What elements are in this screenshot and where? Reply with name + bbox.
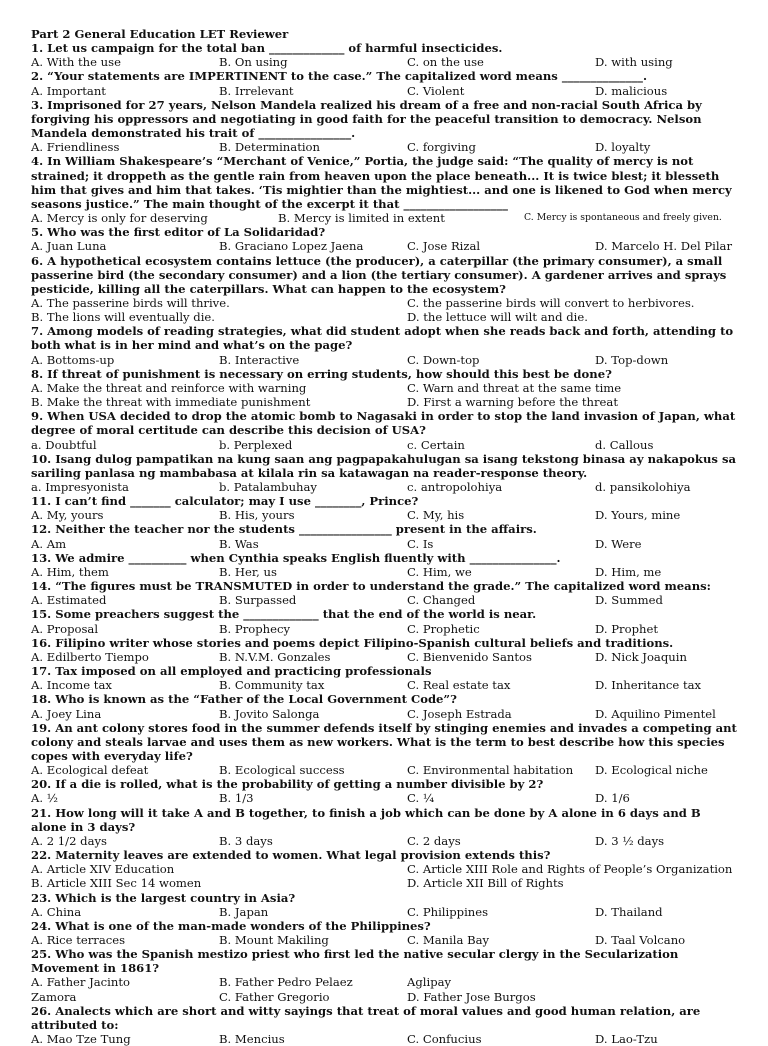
answer-choice: a. Doubtful — [31, 437, 97, 452]
answer-choice: D. loyalty — [595, 140, 651, 155]
answer-choice: B. Interactive — [219, 352, 300, 367]
answer-choice: C. Environmental habitation — [407, 763, 574, 778]
question-block — [31, 522, 738, 550]
question-block — [31, 69, 738, 97]
choice-row — [31, 905, 738, 919]
question-text: 11. I can’t find _______ calculator; may I use ________, Prince? — [31, 494, 419, 509]
question-text: 6. A hypothetical ecosystem contains lettuce (the producer), a caterpillar (the primary consumer), a small passerine bird (the secondary consumer) and a lion (the tertiary consumer). A gardener arrives and sprays pesticide, killing all the caterpillars. What can happen to the ecosystem? — [31, 253, 727, 296]
answer-choice: B. Article XIII Sec 14 women — [31, 876, 202, 891]
question-text: 20. If a die is rolled, what is the probability of getting a number divisible by 2? — [31, 777, 544, 792]
answer-choice: C. Father Gregorio — [219, 989, 330, 1004]
answer-choice: D. Taal Volcano — [595, 933, 686, 947]
question-block — [31, 154, 738, 225]
question-block — [31, 806, 738, 848]
answer-choice: C. Changed — [407, 593, 476, 608]
choice-row — [31, 438, 738, 452]
question-text: 24. What is one of the man-made wonders of the Philippines? — [31, 918, 431, 933]
answer-choice: D. Thailand — [595, 904, 663, 919]
answer-choice: A. 2 1/2 days — [31, 833, 107, 848]
answer-choice: B. The lions will eventually die. — [31, 310, 215, 325]
answer-choice: D. malicious — [595, 83, 668, 98]
choice-row — [31, 791, 738, 805]
answer-choice: c. Certain — [407, 437, 465, 452]
choice-row — [31, 537, 738, 551]
answer-choice: D. First a warning before the threat — [407, 395, 618, 410]
answer-choice: C. Jose Rizal — [407, 239, 481, 254]
document-title: Part 2 General Education LET Reviewer — [31, 27, 289, 41]
answer-choice: A. China — [31, 904, 82, 919]
question-block — [31, 777, 738, 805]
question-text: 16. Filipino writer whose stories and poems depict Filipino-Spanish cultural beliefs and traditions. — [31, 635, 674, 650]
answer-choice: A. Estimated — [31, 593, 107, 608]
answer-choice: b. Perplexed — [219, 437, 293, 452]
choice-row — [31, 565, 738, 579]
question-block — [31, 324, 738, 366]
choice-row — [31, 1032, 738, 1046]
answer-choice: D. Prophet — [595, 621, 658, 636]
answer-choice: c. antropolohiya — [407, 480, 503, 494]
choice-row — [31, 310, 738, 324]
choice-row — [31, 508, 738, 522]
question-text: 25. Who was the Spanish mestizo priest who first led the native secular clergy in the Secularization Movement in 1861? — [31, 947, 679, 976]
question-text: 14. “The figures must be TRANSMUTED in order to understand the grade.” The capitalized word means: — [31, 579, 711, 594]
answer-choice: A. Mao Tze Tung — [31, 1032, 131, 1046]
question-block — [31, 551, 738, 579]
answer-choice: C. Mercy is spontaneous and freely given. — [524, 212, 722, 224]
question-block — [31, 664, 738, 692]
question-list — [31, 41, 738, 1046]
answer-choice: D. 1/6 — [595, 791, 630, 806]
question-block — [31, 452, 738, 494]
question-block — [31, 494, 738, 522]
question-text: 9. When USA decided to drop the atomic bomb to Nagasaki in order to stop the land invasion of Japan, what degree of moral certitude can describe this decision of USA? — [31, 409, 736, 438]
choice-row — [31, 353, 738, 367]
answer-choice: D. Lao-Tzu — [595, 1032, 658, 1046]
answer-choice — [595, 990, 735, 1004]
answer-choice: B. Community tax — [219, 678, 325, 693]
question-block — [31, 409, 738, 451]
answer-choice: D. Nick Joaquin — [595, 649, 687, 664]
question-text: 4. In William Shakespeare’s “Merchant of Venice,” Portia, the judge said: “The quality of mercy is not strained; it droppeth as the gentle rain from heaven upon the place beneath... It is twice blest; it blesseth him that gives and him that takes. ‘Tis mightier than the mightiest... and one is likened to God when mercy seasons justice.” The main thought of the excerpt it that __________________ — [31, 154, 732, 211]
answer-choice: D. Aquilino Pimentel — [595, 706, 716, 721]
choice-row — [31, 933, 738, 947]
answer-choice: C. the passerine birds will convert to herbivores. — [407, 295, 695, 310]
answer-choice: A. Important — [31, 83, 106, 98]
question-block — [31, 225, 738, 253]
answer-choice: d. Callous — [595, 437, 654, 452]
choice-row — [31, 593, 738, 607]
choice-row — [31, 480, 738, 494]
answer-choice: D. Were — [595, 536, 642, 551]
answer-choice: B. 3 days — [219, 833, 273, 848]
answer-choice: d. pansikolohiya — [595, 480, 691, 494]
question-block — [31, 98, 738, 155]
answer-choice: C. Warn and threat at the same time — [407, 380, 622, 395]
choice-row — [31, 763, 738, 777]
answer-choice: C. forgiving — [407, 140, 476, 155]
choice-row — [31, 876, 738, 890]
answer-choice: B. Mount Makiling — [219, 933, 329, 947]
answer-choice: B. His, yours — [219, 508, 295, 523]
answer-choice: A. ½ — [31, 791, 58, 806]
answer-choice: B. N.V.M. Gonzales — [219, 649, 331, 664]
choice-row — [31, 990, 738, 1004]
choice-row — [31, 622, 738, 636]
answer-choice: C. My, his — [407, 508, 465, 523]
question-text: 3. Imprisoned for 27 years, Nelson Mandela realized his dream of a free and non-racial South Africa by forgiving his oppressors and negotiating in good faith for the peaceful transition to democracy. Nelson Mandela demonstrated his trait of ________________. — [31, 97, 702, 141]
answer-choice: B. Was — [219, 536, 259, 551]
question-text: 21. How long will it take A and B together, to finish a job which can be done by A alone in 6 days and B alone in 3 days? — [31, 805, 701, 834]
answer-choice: A. Income tax — [31, 678, 112, 693]
choice-row — [31, 55, 738, 69]
answer-choice: a. Impresyonista — [31, 480, 129, 494]
answer-choice: A. My, yours — [31, 508, 104, 523]
answer-choice: A. Him, them — [31, 564, 109, 579]
answer-choice: D. Yours, mine — [595, 508, 681, 523]
question-text: 1. Let us campaign for the total ban _____________ of harmful insecticides. — [31, 41, 503, 56]
answer-choice: Zamora — [31, 989, 77, 1004]
question-block — [31, 919, 738, 947]
choice-row — [31, 140, 738, 154]
question-text: 13. We admire __________ when Cynthia speaks English fluently with _______________. — [31, 550, 561, 565]
question-text: 23. Which is the largest country in Asia? — [31, 890, 296, 905]
choice-row — [31, 707, 738, 721]
answer-choice: D. with using — [595, 55, 673, 70]
question-block — [31, 254, 738, 325]
answer-choice: C. Confucius — [407, 1032, 482, 1046]
answer-choice: D. Inheritance tax — [595, 678, 702, 693]
answer-choice: A. Edilberto Tiempo — [31, 649, 149, 664]
answer-choice: A. Ecological defeat — [31, 763, 149, 778]
answer-choice: A. Rice terraces — [31, 933, 126, 947]
choice-row — [31, 395, 738, 409]
answer-choice: A. Friendliness — [31, 140, 120, 155]
question-block — [31, 579, 738, 607]
question-block — [31, 891, 738, 919]
question-text: 5. Who was the first editor of La Solidaridad? — [31, 225, 326, 240]
question-text: 19. An ant colony stores food in the summer defends itself by stinging enemies and invades a competing ant colony and steals larvae and uses them as new workers. What is the term to best describe how this species copes with everyday life? — [31, 720, 737, 763]
question-text: 12. Neither the teacher nor the students ________________ present in the affairs. — [31, 522, 537, 537]
question-block — [31, 848, 738, 890]
answer-choice: C. Bienvenido Santos — [407, 649, 532, 664]
answer-choice: D. 3 ½ days — [595, 833, 665, 848]
answer-choice: C. Prophetic — [407, 621, 480, 636]
answer-choice: B. Make the threat with immediate punishment — [31, 395, 311, 410]
answer-choice: A. Am — [31, 536, 67, 551]
choice-row — [31, 239, 738, 253]
choice-row — [31, 381, 738, 395]
answer-choice: B. Irrelevant — [219, 83, 294, 98]
answer-choice: A. With the use — [31, 55, 121, 70]
choice-row — [31, 862, 738, 876]
answer-choice: B. Graciano Lopez Jaena — [219, 239, 364, 254]
question-block — [31, 1004, 738, 1046]
answer-choice: C. Is — [407, 536, 434, 551]
answer-choice: C. Violent — [407, 83, 465, 98]
answer-choice: A. Bottoms-up — [31, 352, 115, 367]
choice-row — [31, 84, 738, 98]
answer-choice: B. Mencius — [219, 1032, 285, 1046]
answer-choice: B. Jovito Salonga — [219, 706, 320, 721]
answer-choice: D. Marcelo H. Del Pilar — [595, 239, 733, 254]
answer-choice: C. ¼ — [407, 791, 435, 806]
answer-choice: D. Him, me — [595, 564, 662, 579]
answer-choice: C. Joseph Estrada — [407, 706, 512, 721]
question-text: 7. Among models of reading strategies, what did student adopt when she reads back and forth, attending to both what is in her mind and what’s on the page? — [31, 324, 734, 353]
question-text: 8. If threat of punishment is necessary on erring students, how should this best be done? — [31, 366, 612, 381]
question-text: 10. Isang dulog pampatikan na kung saan ang pagpapakahulugan sa isang tekstong binasa ay nakapokus sa sariling panlasa ng mambabasa at kilala rin sa katawagan na reader-response theory. — [31, 451, 736, 480]
question-block — [31, 41, 738, 69]
question-block — [31, 636, 738, 664]
answer-choice: A. Father Jacinto — [31, 975, 130, 990]
answer-choice — [595, 975, 735, 989]
answer-choice: C. Down-top — [407, 352, 480, 367]
question-text: 18. Who is known as the “Father of the Local Government Code”? — [31, 692, 457, 707]
answer-choice: A. Make the threat and reinforce with warning — [31, 380, 307, 395]
answer-choice: A. Proposal — [31, 621, 99, 636]
answer-choice: D. Ecological niche — [595, 763, 708, 778]
answer-choice: A. Article XIV Education — [31, 862, 175, 877]
question-text: 22. Maternity leaves are extended to women. What legal provision extends this? — [31, 848, 551, 863]
question-block — [31, 692, 738, 720]
answer-choice: A. Mercy is only for deserving — [31, 211, 208, 226]
choice-row — [31, 834, 738, 848]
answer-choice: Aglipay — [407, 975, 452, 990]
answer-choice: B. Father Pedro Pelaez — [219, 975, 353, 990]
answer-choice: B. Determination — [219, 140, 321, 155]
choice-row — [31, 678, 738, 692]
answer-choice: B. On using — [219, 55, 288, 70]
answer-choice: A. The passerine birds will thrive. — [31, 295, 230, 310]
answer-choice: C. Philippines — [407, 904, 489, 919]
answer-choice: D. Father Jose Burgos — [407, 989, 536, 1004]
answer-choice: B. Her, us — [219, 564, 277, 579]
answer-choice: B. Mercy is limited in extent — [278, 211, 445, 226]
answer-choice: B. Prophecy — [219, 621, 291, 636]
answer-choice: C. Article XIII Role and Rights of People’s Organization — [407, 862, 733, 877]
answer-choice: A. Joey Lina — [31, 706, 102, 721]
answer-choice: B. Japan — [219, 904, 269, 919]
answer-choice: B. Ecological success — [219, 763, 345, 778]
answer-choice: D. Article XII Bill of Rights — [407, 876, 564, 891]
answer-choice: C. Real estate tax — [407, 678, 511, 693]
answer-choice: C. Manila Bay — [407, 933, 490, 947]
answer-choice: D. Top-down — [595, 352, 669, 367]
answer-choice: C. Him, we — [407, 564, 472, 579]
question-text: 15. Some preachers suggest the _____________ that the end of the world is near. — [31, 607, 537, 622]
question-text: 26. Analects which are short and witty sayings that treat of moral values and good human relation, are attributed to: — [31, 1003, 701, 1032]
answer-choice: b. Patalambuhay — [219, 480, 317, 494]
question-block — [31, 367, 738, 409]
answer-choice: A. Juan Luna — [31, 239, 107, 254]
answer-choice: C. 2 days — [407, 833, 461, 848]
question-block — [31, 721, 738, 778]
question-block — [31, 607, 738, 635]
answer-choice: B. Surpassed — [219, 593, 297, 608]
choice-row — [31, 650, 738, 664]
answer-choice: D. Summed — [595, 593, 663, 608]
choice-row — [31, 296, 738, 310]
question-text: 17. Tax imposed on all employed and practicing professionals — [31, 664, 432, 679]
choice-row — [31, 211, 738, 225]
question-block — [31, 947, 738, 1004]
answer-choice: B. 1/3 — [219, 791, 254, 806]
question-text: 2. “Your statements are IMPERTINENT to the case.” The capitalized word means ______________. — [31, 69, 648, 84]
choice-row — [31, 975, 738, 989]
answer-choice: C. on the use — [407, 55, 484, 70]
answer-choice: D. the lettuce will wilt and die. — [407, 310, 588, 325]
